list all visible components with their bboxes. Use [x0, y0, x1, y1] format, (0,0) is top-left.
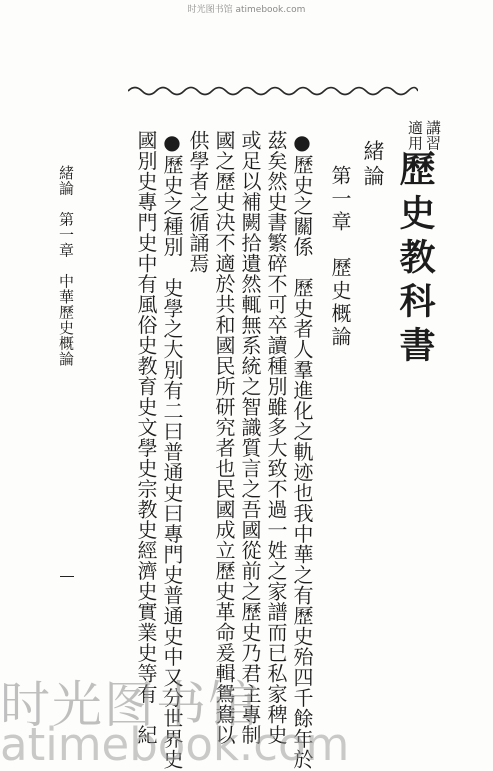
text-column-4: 國之歷史决不適於共和國民所研究者也民國成立歷史革命爰輯鴛鴦以: [212, 130, 236, 745]
section-title: 緒論: [361, 140, 385, 190]
chapter-heading: 第一章 歷史概論: [328, 165, 352, 349]
scan-header-watermark: 时光图书馆 atimebook.com: [187, 5, 306, 15]
text-column-7: 國別史專門史中有風俗史教育史文學史宗教史經濟史實業史等有 紀: [134, 130, 158, 745]
watermark-chinese: 时光图书馆: [0, 676, 260, 734]
page-number: [60, 576, 74, 577]
text-column-1: ●歷史之關係 歷史者人羣進化之軌迹也我中華之有歷史殆四千餘年於: [290, 130, 314, 770]
wavy-rule: [128, 84, 418, 98]
watermark-url: atimebook.com: [0, 718, 350, 771]
usage-note-left: 適用: [406, 120, 424, 151]
text-column-5: 供學者之循誦焉: [186, 130, 210, 274]
text-column-6: ●歷史之種別 史學之大別有二曰普通史曰專門史普通史中又分世界史: [160, 130, 184, 770]
book-title: 歷史教科書: [394, 150, 436, 370]
text-column-2: 茲矣然史書繁碎不可卒讀種別雖多大致不過一姓之家譜而已私家稗史: [264, 130, 288, 745]
running-footer: 緒論 第一章 中華歷史概論: [57, 165, 75, 367]
usage-note-right: 講習: [424, 120, 442, 151]
text-column-3: 或足以補闕拾遺然輒無系統之智識質言之吾國從前之歷史乃君主專制: [238, 130, 262, 745]
